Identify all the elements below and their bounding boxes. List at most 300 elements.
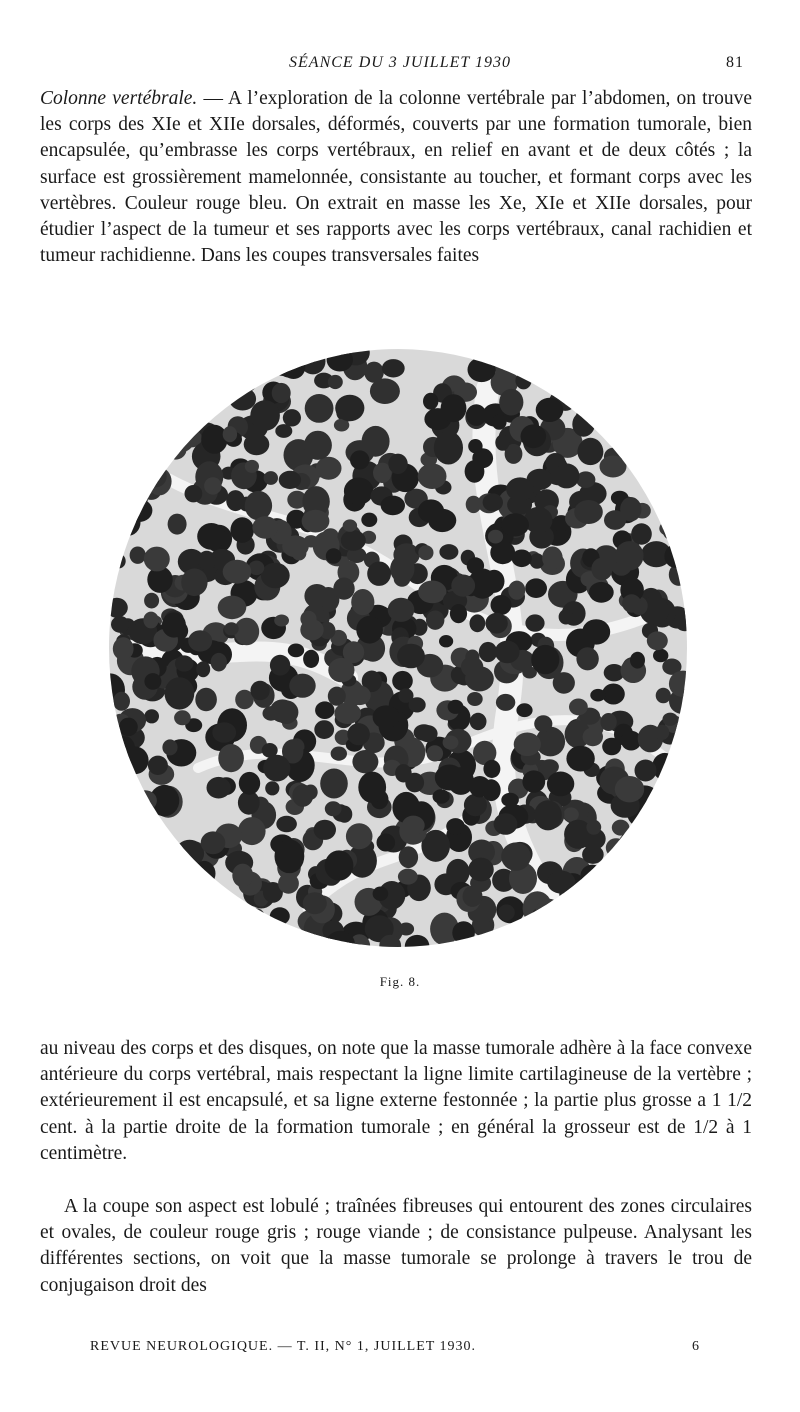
cell-nucleus	[633, 440, 662, 464]
cell-nucleus	[145, 465, 167, 487]
cell-nucleus	[131, 838, 148, 857]
cell-nucleus	[535, 899, 562, 925]
cell-nucleus	[536, 398, 564, 422]
cell-nucleus	[522, 770, 545, 792]
cell-nucleus	[119, 852, 136, 868]
cell-nucleus	[141, 419, 158, 436]
cell-nucleus	[569, 699, 588, 716]
cell-nucleus	[185, 485, 203, 502]
cell-nucleus	[249, 908, 265, 925]
cell-nucleus	[239, 772, 260, 795]
cell-nucleus	[108, 495, 119, 511]
cell-nucleus	[418, 725, 438, 742]
cell-nucleus	[446, 859, 469, 886]
cell-nucleus	[603, 921, 631, 947]
cell-nucleus	[553, 672, 575, 694]
cell-nucleus	[673, 825, 688, 850]
cell-nucleus	[617, 386, 644, 412]
cell-nucleus	[144, 593, 159, 609]
cell-nucleus	[655, 725, 669, 740]
cell-nucleus	[659, 851, 681, 872]
cell-nucleus	[678, 799, 688, 817]
cell-nucleus	[398, 869, 418, 885]
cell-nucleus	[524, 507, 552, 534]
cell-nucleus	[175, 655, 194, 671]
cell-nucleus	[563, 807, 578, 821]
cell-nucleus	[540, 759, 559, 774]
cell-nucleus	[125, 348, 155, 374]
cell-nucleus	[165, 677, 195, 709]
cell-nucleus	[229, 369, 257, 393]
cell-nucleus	[276, 816, 297, 833]
cell-nucleus	[647, 857, 662, 870]
cell-nucleus	[356, 616, 383, 644]
cell-nucleus	[514, 733, 541, 757]
cell-nucleus	[144, 709, 159, 723]
cell-nucleus	[148, 756, 168, 775]
cell-nucleus	[229, 387, 256, 410]
cell-nucleus	[139, 871, 162, 890]
cell-nucleus	[239, 348, 256, 360]
cell-nucleus	[373, 705, 400, 728]
cell-nucleus	[226, 905, 250, 926]
cell-nucleus	[649, 348, 670, 361]
cell-nucleus	[212, 722, 236, 743]
cell-nucleus	[654, 806, 672, 824]
cell-nucleus	[647, 631, 668, 650]
cell-nucleus	[272, 383, 291, 403]
cell-nucleus	[468, 858, 494, 882]
cell-nucleus	[600, 456, 627, 478]
cell-nucleus	[501, 925, 519, 945]
cell-nucleus	[304, 584, 329, 608]
cell-nucleus	[334, 702, 361, 724]
cell-nucleus	[573, 916, 593, 932]
cell-nucleus	[409, 697, 426, 712]
paragraph-a-la-coupe: A la coupe son aspect est lobulé ; traînées fibreuses qui entourent des zones circulaires et ovales, de couleur rouge gris ; rouge viande ; de consistance pulpeuse. Analysant les différentes sections, on voit que la masse tumorale se prolonge à travers le trou de conjugaison droit des	[40, 1196, 752, 1296]
cell-nucleus	[136, 855, 165, 882]
cell-nucleus	[144, 357, 174, 387]
cell-nucleus	[623, 397, 639, 414]
cell-nucleus	[133, 890, 159, 912]
cell-nucleus	[132, 462, 157, 483]
cell-nucleus	[402, 816, 425, 835]
cell-nucleus	[289, 674, 315, 698]
cell-nucleus	[501, 793, 519, 807]
cell-nucleus	[333, 578, 354, 600]
cell-nucleus	[668, 924, 688, 948]
cell-nucleus	[108, 462, 124, 490]
cell-nucleus	[628, 379, 642, 395]
cell-nucleus	[120, 833, 137, 848]
cell-nucleus	[226, 490, 245, 511]
cell-nucleus	[423, 393, 438, 410]
cell-nucleus	[108, 744, 117, 761]
cell-nucleus	[394, 571, 411, 587]
cell-nucleus	[660, 348, 689, 368]
cell-nucleus	[367, 562, 391, 586]
cell-nucleus	[198, 551, 216, 570]
cell-nucleus	[583, 727, 603, 746]
micrograph-figure	[108, 348, 688, 948]
cell-nucleus	[162, 612, 186, 637]
cell-nucleus	[292, 784, 313, 806]
cell-nucleus	[314, 720, 334, 739]
cell-nucleus	[483, 493, 503, 511]
cell-nucleus	[154, 858, 178, 885]
cell-nucleus	[622, 397, 639, 417]
cell-nucleus	[636, 451, 659, 475]
cell-nucleus	[656, 352, 684, 380]
cell-nucleus	[108, 389, 132, 412]
cell-nucleus	[270, 655, 290, 676]
cell-nucleus	[642, 898, 664, 922]
cell-nucleus	[214, 360, 243, 386]
paragraph-colonne-vertebrale	[40, 86, 752, 269]
cell-nucleus	[325, 850, 354, 880]
cell-nucleus	[498, 904, 515, 920]
cell-nucleus	[135, 825, 153, 839]
cell-nucleus	[645, 421, 669, 440]
cell-nucleus	[452, 921, 475, 944]
cell-nucleus	[490, 541, 515, 564]
cell-nucleus	[427, 745, 444, 761]
cell-nucleus	[664, 842, 689, 867]
cell-nucleus	[574, 901, 599, 926]
cell-nucleus	[370, 378, 400, 404]
cell-nucleus	[304, 431, 332, 460]
cell-nucleus	[201, 358, 217, 373]
cell-nucleus	[651, 871, 679, 901]
cell-nucleus	[196, 661, 210, 677]
cell-nucleus	[315, 701, 334, 719]
cell-nucleus	[328, 375, 343, 389]
cell-nucleus	[201, 395, 216, 410]
cell-nucleus	[278, 873, 299, 894]
cell-nucleus	[194, 368, 223, 394]
cell-nucleus	[657, 845, 675, 866]
cell-nucleus	[479, 642, 497, 662]
cell-nucleus	[671, 362, 688, 391]
cell-nucleus	[303, 650, 319, 668]
cell-nucleus	[349, 686, 371, 706]
cell-nucleus	[114, 509, 141, 536]
cell-nucleus	[144, 547, 170, 572]
cell-nucleus	[203, 907, 227, 933]
cell-nucleus	[628, 441, 646, 459]
cell-nucleus	[113, 692, 130, 711]
cell-nucleus	[326, 548, 342, 563]
cell-nucleus	[182, 351, 205, 377]
cell-nucleus	[193, 861, 215, 886]
page-number: 81	[726, 54, 744, 71]
cell-nucleus	[245, 460, 259, 473]
cell-nucleus	[112, 462, 130, 479]
cell-nucleus	[283, 409, 301, 426]
cell-nucleus	[325, 801, 342, 816]
cell-nucleus	[344, 478, 374, 505]
cell-nucleus	[388, 454, 407, 474]
cell-nucleus	[642, 839, 660, 855]
cell-nucleus	[461, 657, 483, 678]
cell-nucleus	[463, 886, 483, 907]
cell-nucleus	[624, 385, 645, 404]
cell-nucleus	[250, 400, 280, 431]
cell-nucleus	[652, 753, 677, 780]
cell-nucleus	[200, 913, 228, 938]
cell-nucleus	[108, 497, 120, 517]
cell-nucleus	[218, 744, 244, 772]
cell-nucleus	[218, 596, 247, 620]
cell-nucleus	[418, 463, 447, 489]
cell-nucleus	[146, 383, 163, 400]
cell-nucleus	[147, 395, 177, 428]
cell-nucleus	[123, 917, 144, 936]
cell-nucleus	[604, 510, 626, 530]
cell-nucleus	[418, 499, 444, 522]
cell-nucleus	[388, 598, 415, 622]
cell-nucleus	[224, 622, 239, 635]
cell-nucleus	[534, 800, 562, 830]
cell-nucleus	[168, 514, 187, 535]
cell-nucleus	[397, 644, 425, 669]
cell-nucleus	[468, 439, 482, 453]
cell-nucleus	[433, 789, 450, 804]
cell-nucleus	[108, 888, 124, 909]
cell-nucleus	[534, 715, 552, 732]
cell-nucleus	[139, 348, 157, 358]
cell-nucleus	[559, 609, 574, 624]
cell-nucleus	[608, 896, 629, 919]
running-head	[0, 54, 800, 78]
cell-nucleus	[188, 396, 213, 422]
cell-nucleus	[661, 769, 676, 783]
cell-nucleus	[501, 842, 531, 870]
cell-nucleus	[304, 535, 319, 547]
cell-nucleus	[641, 433, 663, 456]
cell-nucleus	[235, 933, 262, 948]
cell-nucleus	[607, 359, 633, 386]
cell-nucleus	[615, 776, 644, 802]
cell-nucleus	[201, 425, 227, 454]
cell-nucleus	[275, 424, 292, 438]
cell-nucleus	[515, 371, 531, 389]
cell-nucleus	[126, 499, 153, 522]
cell-nucleus	[120, 382, 150, 410]
cell-nucleus	[166, 365, 190, 386]
cell-nucleus	[152, 937, 176, 948]
cell-nucleus	[206, 922, 222, 937]
cell-nucleus	[542, 546, 563, 569]
cell-nucleus	[656, 804, 671, 818]
cell-nucleus	[491, 595, 512, 615]
cell-nucleus	[328, 658, 354, 682]
cell-nucleus	[653, 649, 668, 663]
cell-nucleus	[495, 435, 509, 451]
cell-nucleus	[492, 414, 507, 429]
cell-nucleus	[521, 424, 547, 448]
cell-nucleus	[606, 428, 623, 443]
cell-nucleus	[362, 426, 390, 457]
cell-nucleus	[327, 348, 353, 371]
cell-nucleus	[613, 413, 631, 432]
cell-nucleus	[163, 377, 185, 402]
cell-nucleus	[162, 418, 183, 435]
cell-nucleus	[270, 907, 290, 925]
journal-citation: REVUE NEUROLOGIQUE. — T. II, N° 1, JUILLET 1930.	[90, 1339, 477, 1354]
cell-nucleus	[108, 862, 121, 880]
cell-nucleus	[113, 637, 134, 660]
cell-nucleus	[663, 378, 688, 401]
cell-nucleus	[655, 905, 674, 923]
cell-nucleus	[674, 432, 688, 447]
cell-nucleus	[316, 457, 342, 480]
cell-nucleus	[160, 420, 186, 444]
cell-nucleus	[277, 355, 302, 378]
cell-nucleus	[589, 582, 614, 603]
cell-nucleus	[398, 923, 414, 936]
cell-nucleus	[328, 687, 346, 706]
running-title: SÉANCE DU 3 JUILLET 1930	[289, 54, 511, 71]
cell-nucleus	[575, 901, 599, 923]
cell-nucleus	[501, 513, 529, 536]
cell-nucleus	[613, 914, 630, 933]
cell-nucleus	[111, 554, 126, 569]
cell-nucleus	[230, 517, 254, 543]
cell-nucleus	[377, 834, 396, 852]
cell-nucleus	[305, 394, 334, 423]
cell-nucleus	[590, 689, 605, 702]
cell-nucleus	[622, 594, 641, 612]
cell-nucleus	[346, 823, 373, 849]
cell-nucleus	[531, 645, 559, 674]
cell-nucleus	[108, 536, 123, 562]
cell-nucleus	[136, 427, 163, 451]
figure-caption: Fig. 8.	[379, 974, 421, 989]
cell-nucleus	[596, 409, 618, 427]
cell-nucleus	[418, 545, 433, 560]
cell-nucleus	[526, 362, 546, 382]
cell-nucleus	[265, 781, 279, 795]
cell-nucleus	[320, 769, 348, 799]
cell-nucleus	[663, 523, 682, 540]
cell-nucleus	[579, 876, 597, 897]
cell-nucleus	[275, 839, 305, 873]
cell-nucleus	[572, 412, 595, 437]
cell-nucleus	[631, 523, 652, 544]
cell-nucleus	[435, 765, 464, 791]
cell-nucleus	[516, 703, 532, 717]
cell-nucleus	[612, 820, 630, 836]
cell-nucleus	[537, 348, 551, 359]
cell-nucleus	[494, 813, 518, 835]
cell-nucleus	[361, 513, 377, 527]
cell-nucleus	[351, 589, 374, 615]
cell-nucleus	[635, 760, 657, 782]
cell-nucleus	[499, 389, 523, 416]
cell-nucleus	[512, 550, 532, 568]
cell-nucleus	[162, 739, 177, 755]
cell-nucleus	[264, 471, 278, 485]
cell-nucleus	[610, 383, 635, 403]
cell-nucleus	[508, 581, 525, 600]
cell-nucleus	[263, 755, 290, 782]
cell-nucleus	[439, 544, 458, 560]
cell-nucleus	[426, 611, 444, 630]
cell-nucleus	[210, 924, 226, 941]
cell-nucleus	[663, 713, 678, 726]
cell-nucleus	[288, 644, 304, 658]
cell-nucleus	[142, 391, 167, 413]
cell-nucleus	[164, 922, 186, 945]
cell-nucleus	[335, 395, 364, 421]
cell-nucleus	[111, 616, 129, 633]
cell-nucleus	[108, 418, 124, 439]
cell-nucleus	[146, 348, 165, 367]
cell-nucleus	[352, 750, 378, 773]
cell-nucleus	[197, 523, 225, 550]
signature-mark: 6	[692, 1339, 700, 1354]
cell-nucleus	[134, 434, 150, 447]
cell-nucleus	[525, 614, 544, 631]
cell-nucleus	[668, 897, 688, 919]
cell-nucleus	[467, 692, 483, 706]
cell-nucleus	[274, 700, 298, 724]
cell-nucleus	[466, 404, 486, 426]
cell-nucleus	[530, 553, 545, 569]
cell-nucleus	[496, 694, 515, 711]
cell-nucleus	[470, 713, 487, 730]
cell-nucleus	[558, 348, 576, 358]
cell-nucleus	[244, 433, 270, 455]
cell-nucleus	[302, 510, 330, 533]
cell-nucleus	[656, 688, 671, 704]
cell-nucleus	[598, 894, 622, 919]
cell-nucleus	[566, 746, 594, 772]
cell-nucleus	[576, 647, 598, 670]
cell-nucleus	[672, 461, 688, 485]
cell-nucleus	[118, 353, 139, 372]
cell-nucleus	[154, 836, 172, 851]
cell-nucleus	[279, 471, 301, 489]
cell-nucleus	[156, 348, 186, 372]
cell-nucleus	[576, 892, 592, 909]
cell-nucleus	[112, 917, 140, 943]
cell-nucleus	[141, 825, 156, 837]
cell-nucleus	[223, 426, 237, 442]
cell-nucleus	[495, 641, 520, 664]
cell-nucleus	[443, 736, 459, 750]
cell-nucleus	[664, 544, 686, 568]
cell-nucleus	[577, 439, 603, 466]
cell-nucleus	[156, 429, 174, 447]
cell-nucleus	[188, 630, 212, 651]
cell-nucleus	[130, 547, 146, 564]
cell-nucleus	[441, 394, 467, 422]
cell-nucleus	[668, 523, 685, 538]
cell-nucleus	[343, 519, 357, 531]
cell-nucleus	[488, 530, 503, 544]
cell-nucleus	[574, 500, 603, 524]
cell-nucleus	[676, 859, 688, 874]
cell-nucleus	[181, 569, 207, 597]
paragraph-niveau-des-corps: au niveau des corps et des disques, on note que la masse tumorale adhère à la face convexe antérieure du corps vertébral, mais respectant la ligne limite cartilagineuse de la vertèbre ; extérieurement il est encapsulé, et sa ligne externe festonnée ; la partie plus grosse a 1 1/2 cent. à la partie droite de la formation tumorale ; en général la grosseur est de 1/2 à 1 centimètre.	[40, 1038, 752, 1164]
cell-nucleus	[648, 351, 678, 377]
cell-nucleus	[122, 863, 149, 888]
cell-nucleus	[547, 871, 575, 894]
cell-nucleus	[467, 557, 484, 574]
cell-nucleus	[626, 348, 655, 365]
